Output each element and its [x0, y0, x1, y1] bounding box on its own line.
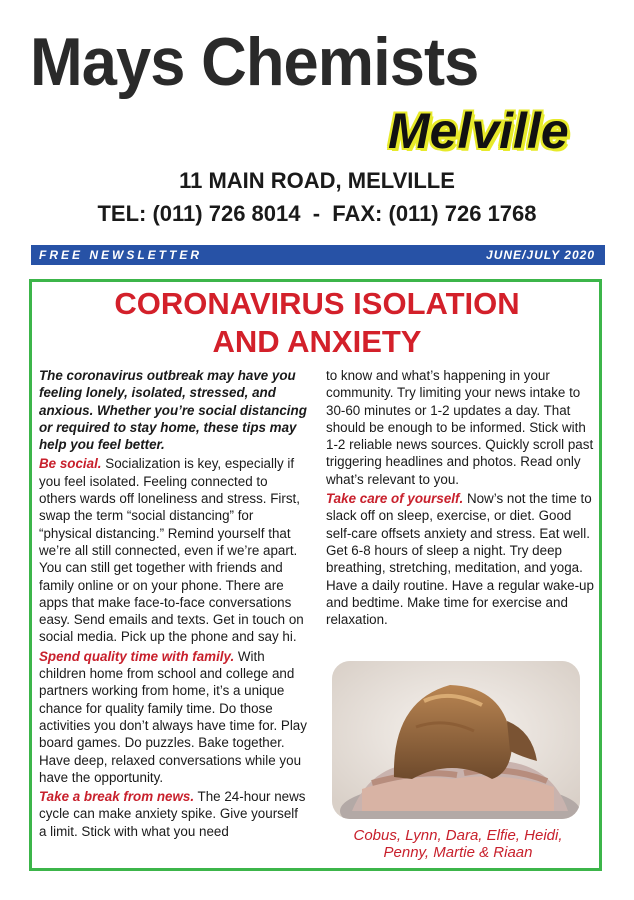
- photo-illustration: [332, 661, 580, 819]
- banner-date: JUNE/JULY 2020: [486, 248, 595, 262]
- section-news-break: [39, 788, 307, 840]
- staff-signoff: [320, 827, 596, 861]
- branch-name: Melville: [388, 103, 569, 159]
- signoff-line-2: Penny, Martie & Riaan: [383, 844, 533, 861]
- newsletter-banner: [31, 245, 605, 265]
- section-text: With children home from school and college and partners working from home, it’s a unique chance for quality family time. Do those activities you don’t always have time for. Play board games. Do puzzles. Bake together. Have deep, relaxed conversations while you have the opportunity.: [39, 648, 307, 785]
- column-right: [326, 367, 594, 630]
- anxious-woman-photo: [332, 661, 580, 819]
- headline-line-2: AND ANXIETY: [212, 324, 422, 359]
- section-keyword: Spend quality time with family.: [39, 648, 235, 664]
- section-keyword: Take care of yourself.: [326, 491, 464, 507]
- section-keyword: Be social.: [39, 456, 102, 472]
- banner-label: FREE NEWSLETTER: [39, 248, 203, 262]
- section-keyword: Take a break from news.: [39, 789, 195, 805]
- section-text: Now’s not the time to slack off on sleep, exercise, or diet. Good self-care offsets anxiety and stress. Eat well. Get 6-8 hours of sleep a night. Try deep breathing, stretching, meditation, and yoga. Have a daily routine. Have a regular wake-up and bedtime. Make time for exercise and relaxation.: [326, 491, 594, 628]
- section-self-care: [326, 490, 594, 628]
- section-family-time: [39, 648, 307, 786]
- column-left: [39, 367, 307, 842]
- section-text: The 24-hour news cycle can make anxiety spike. Give yourself a limit. Stick with what you need: [39, 789, 306, 839]
- article-lede: The coronavirus outbreak may have you feeling lonely, isolated, stressed, and anxious. Whether you’re social distancing or required to stay home, these tips may help you feel better.: [39, 368, 307, 453]
- contact-numbers: TEL: (011) 726 8014 - FAX: (011) 726 1768: [97, 201, 537, 226]
- article-headline: [32, 285, 602, 361]
- headline-line-1: CORONAVIRUS ISOLATION: [114, 286, 520, 321]
- section-be-social: [39, 455, 307, 645]
- section-news-break-continued: to know and what’s happening in your community. Try limiting your news intake to 30-60 minutes or 1-2 updates a day. That should be enough to be informed. Stick with 1-2 reliable news sources. Quickly scroll past triggering headlines and photos. Read only what’s relevant to you.: [326, 368, 594, 487]
- address: 11 MAIN ROAD, MELVILLE: [179, 168, 455, 193]
- section-text: Socialization is key, especially if you feel isolated. Feeling connected to others wards off loneliness and stress. First, swap the term “social distancing” for “physical distancing.” Remind yourself that we’re all still connected, even if we’re apart. You can still get together with friends and family online or on your phone. There are apps that make face-to-face conversations easy. Send emails and texts. Get in touch on social media. Pick up the phone and say hi.: [39, 456, 304, 645]
- brand-name: Mays Chemists: [30, 24, 479, 100]
- signoff-line-1: Cobus, Lynn, Dara, Elfie, Heidi,: [353, 827, 563, 844]
